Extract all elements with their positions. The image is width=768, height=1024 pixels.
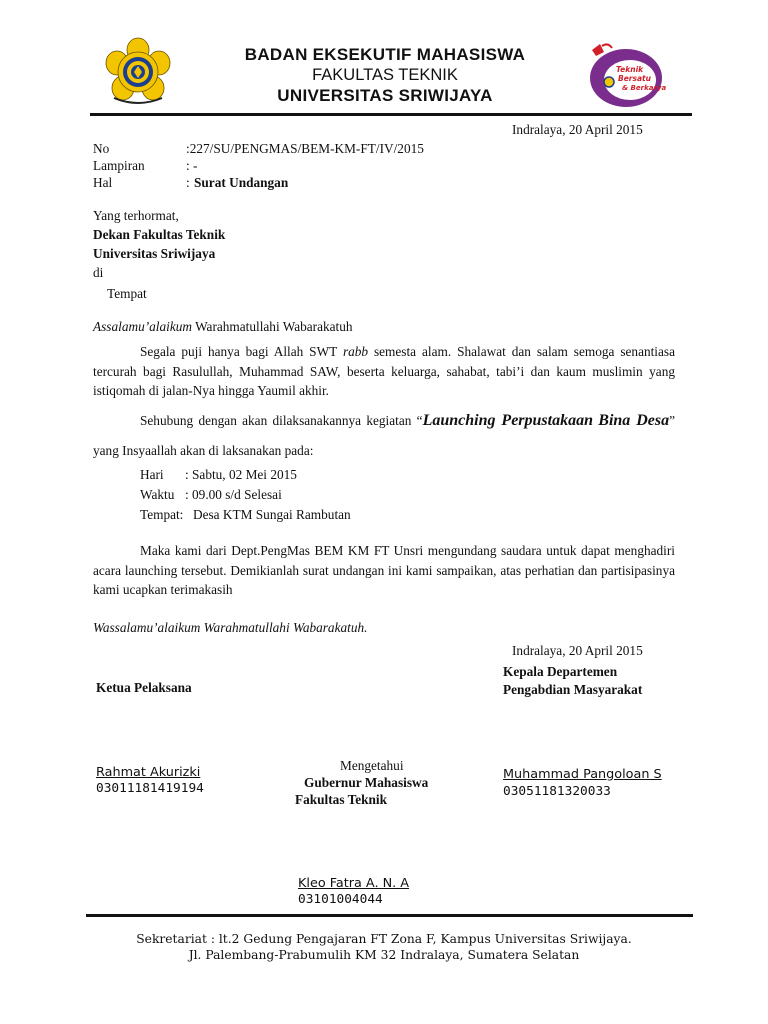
- para2-after: ” yang Insyaallah akan di laksanakan pada:: [93, 413, 676, 458]
- salam-italic: Assalamu’alaikum: [93, 319, 192, 334]
- mengetahui-label: Mengetahui: [340, 758, 404, 773]
- bem-logo-text-2: Bersatu: [618, 74, 651, 83]
- hal-colon: :: [186, 175, 190, 190]
- header-university: UNIVERSITAS SRIWIJAYA: [277, 86, 493, 105]
- header-faculty: FAKULTAS TEKNIK: [312, 66, 458, 84]
- hal-value: Surat Undangan: [194, 175, 289, 190]
- para1-rabb: rabb: [342, 344, 369, 359]
- header-org: BADAN EKSEKUTIF MAHASISWA: [244, 45, 526, 64]
- paragraph-event: [93, 406, 675, 466]
- tempat-label: Tempat:: [140, 507, 184, 522]
- lampiran-label: Lampiran: [93, 158, 145, 173]
- bem-logo-text-3: & Berkarya: [622, 84, 667, 92]
- hal-label: Hal: [93, 175, 113, 190]
- letter-date: Indralaya, 20 April 2015: [512, 122, 643, 137]
- event-name-part2: Bina Desa: [598, 412, 670, 429]
- footer-address-1: Sekretariat : lt.2 Gedung Pengajaran FT Zona F, Kampus Universitas Sriwijaya.: [136, 932, 632, 946]
- mid-signer-nim: 03101004044: [298, 892, 383, 907]
- bem-logo-text-1: Teknik: [616, 65, 644, 74]
- paragraph-closing: Maka kami dari Dept.PengMas BEM KM FT Unsri mengundang saudara untuk dapat menghadiri acara launching tersebut. Demikianlah surat undangan ini kami sampaikan, atas perhatian dan partisipasinya kami ucapkan terimakasih: [93, 543, 675, 598]
- unsri-logo-icon: [100, 36, 176, 108]
- hari-value: : Sabtu, 02 Mei 2015: [185, 467, 297, 482]
- mid-sign-title-2: Fakultas Teknik: [295, 792, 388, 807]
- right-sign-title-1: Kepala Departemen: [503, 664, 618, 679]
- bem-ft-logo-icon: [582, 40, 668, 110]
- mid-sign-title-1: Gubernur Mahasiswa: [304, 775, 429, 790]
- para1-after: semesta alam. Shalawat dan salam semoga senantiasa tercurah bagi Rasulullah, Muhammad SAW, beserta keluarga, sahabat, tabi’i dan kaum muslimin yang istiqomah di jalan-Nya hingga Yaumil akhir.: [93, 344, 675, 399]
- waktu-label: Waktu: [140, 487, 175, 502]
- para2-before: Sehubung dengan akan dilaksanakannya kegiatan “: [140, 413, 423, 428]
- waktu-value: : 09.00 s/d Selesai: [185, 487, 282, 502]
- event-name-part1: Launching Perpustakaan: [422, 412, 593, 429]
- recipient-name: Dekan Fakultas Teknik: [93, 227, 226, 242]
- left-sign-title: Ketua Pelaksana: [96, 680, 192, 695]
- paragraph-intro: [93, 342, 675, 401]
- right-signer-nim: 03051181320033: [503, 784, 611, 799]
- no-label: No: [93, 141, 110, 156]
- mid-signer-name: Kleo Fatra A. N. A: [298, 876, 410, 891]
- signature-date: Indralaya, 20 April 2015: [512, 643, 643, 658]
- right-sign-title-2: Pengabdian Masyarakat: [503, 682, 643, 697]
- right-signer-name: Muhammad Pangoloan S: [503, 767, 662, 782]
- tempat-value: Desa KTM Sungai Rambutan: [193, 507, 351, 522]
- para1-before: Segala puji hanya bagi Allah SWT: [140, 344, 343, 359]
- salam-rest: Warahmatullahi Wabarakatuh: [191, 319, 353, 334]
- footer-address-2: Jl. Palembang-Prabumulih KM 32 Indralaya, Sumatera Selatan: [188, 948, 580, 962]
- recipient-di: di: [93, 265, 104, 280]
- no-value: :227/SU/PENGMAS/BEM-KM-FT/IV/2015: [186, 141, 424, 156]
- recipient-tempat: Tempat: [107, 286, 147, 301]
- footer-divider: [86, 914, 693, 917]
- hari-label: Hari: [140, 467, 164, 482]
- opening-salam: [93, 319, 353, 335]
- recipient-institution: Universitas Sriwijaya: [93, 246, 216, 261]
- closing-salam: Wassalamu’alaikum Warahmatullahi Wabarakatuh.: [93, 620, 368, 635]
- left-signer-nim: 03011181419194: [96, 781, 204, 796]
- header-divider: [90, 113, 692, 116]
- lampiran-value: : -: [186, 158, 198, 173]
- left-signer-name: Rahmat Akurizki: [96, 765, 201, 780]
- greeting: Yang terhormat,: [93, 208, 179, 223]
